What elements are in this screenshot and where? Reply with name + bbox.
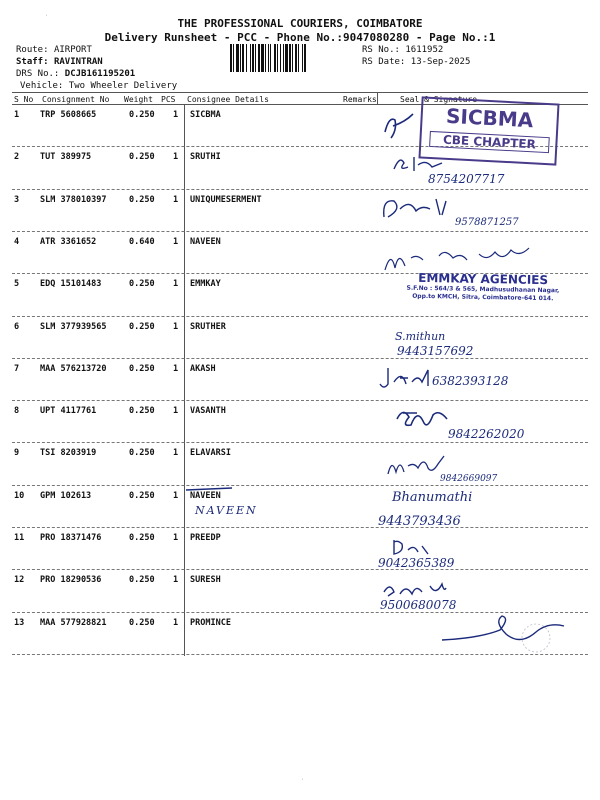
barcode-bar [280, 44, 281, 72]
row-consignment: MAA 577928821 [40, 617, 107, 628]
row-pcs: 1 [173, 152, 179, 163]
row-pcs: 1 [173, 236, 179, 247]
barcode-bar [277, 44, 278, 72]
rs-date-value: 13-Sep-2025 [410, 57, 471, 67]
row-weight: 0.250 [129, 321, 155, 332]
staff-label: Staff: [16, 57, 49, 67]
row3-signature [380, 195, 460, 221]
barcode-bar [289, 44, 291, 72]
row-pcs: 1 [173, 406, 179, 417]
row-sno: 10 [14, 490, 25, 501]
row-weight: 0.640 [129, 236, 155, 247]
barcode-bar [242, 44, 244, 72]
barcode-bar [298, 44, 299, 72]
row-pcs: 1 [173, 448, 179, 459]
row-pcs: 1 [173, 617, 179, 628]
row-consignee: SURESH [190, 575, 221, 586]
row3-phone: 9578871257 [455, 217, 519, 228]
row-sno: 5 [14, 279, 20, 290]
row-consignment: SLM 377939565 [40, 321, 107, 332]
row-pcs: 1 [173, 110, 179, 120]
row-separator [12, 189, 588, 190]
row7-phone: 6382393128 [432, 374, 509, 388]
row10-strikeout [184, 484, 234, 494]
row-separator [12, 654, 588, 655]
barcode-bar [268, 44, 269, 72]
row-consignment: PRO 18290536 [40, 575, 102, 586]
barcode [230, 44, 356, 72]
row-consignee: SRUTHI [190, 152, 221, 163]
row10-correction: NAVEEN [195, 504, 258, 517]
row-consignee: VASANTH [190, 406, 226, 417]
emmkay-seal-address-2: Opp.to KMCH, Sitra, Coimbatore-641 014. [412, 292, 554, 303]
barcode-bar [295, 44, 297, 72]
row-consignee: NAVEEN [190, 490, 221, 501]
barcode-bar [283, 44, 284, 72]
row8-signature [393, 405, 453, 433]
row-consignment: SLM 378010397 [40, 194, 107, 205]
barcode-bar [252, 44, 254, 72]
row-sno: 3 [14, 194, 20, 205]
staff-value: RAVINTRAN [53, 57, 103, 67]
row-consignment: TRP 5608665 [40, 110, 97, 120]
rs-no-value: 1611952 [405, 45, 444, 55]
barcode-bar [265, 44, 266, 72]
row-sno: 9 [14, 448, 20, 459]
row-weight: 0.250 [129, 406, 155, 417]
route-value: AIRPORT [53, 45, 92, 55]
scan-speck: ˙ [44, 14, 49, 23]
row-weight: 0.250 [129, 194, 155, 205]
row-weight: 0.250 [129, 490, 155, 501]
row-consignment: MAA 576213720 [40, 363, 107, 374]
row-separator [12, 400, 588, 401]
row-sno: 6 [14, 321, 20, 332]
row8-phone: 9842262020 [448, 427, 525, 441]
row-consignment: ATR 3361652 [40, 236, 97, 247]
barcode-bar [258, 44, 260, 72]
col-weight: Weight [124, 95, 153, 104]
drs-info [16, 69, 135, 79]
row-separator [12, 485, 588, 486]
row4-signature [383, 244, 543, 274]
barcode-bar [250, 44, 251, 72]
barcode-bar [240, 44, 241, 72]
staff-info [16, 57, 103, 67]
row9-signature [386, 452, 446, 478]
row-weight: 0.250 [129, 152, 155, 163]
row-consignee: ELAVARSI [190, 448, 231, 459]
company-title: THE PROFESSIONAL COURIERS, COIMBATORE [177, 17, 423, 30]
row-consignee: UNIQUMESERMENT [190, 194, 262, 205]
barcode-bar [255, 44, 256, 72]
emmkay-seal-name: EMMKAY AGENCIES [418, 270, 549, 288]
emmkay-seal-address-1: S.F.No : 564/3 & 565, Madhusudhanan Nagar, [406, 284, 560, 295]
row-weight: 0.250 [129, 617, 155, 628]
row-pcs: 1 [173, 490, 179, 501]
row-weight: 0.250 [129, 448, 155, 459]
remarks-divider [377, 92, 378, 104]
barcode-bar [285, 44, 288, 72]
row-separator [12, 358, 588, 359]
row-consignee: SRUTHER [190, 321, 226, 332]
row-pcs: 1 [173, 279, 179, 290]
row-sno: 8 [14, 406, 20, 417]
route-info [16, 45, 92, 55]
rs-date-info [362, 57, 470, 67]
row13-signature [440, 612, 570, 648]
row-consignment: PRO 18371476 [40, 533, 102, 543]
row-separator [12, 316, 588, 317]
row-consignment: GPM 102613 [40, 490, 92, 501]
row-sno: 4 [14, 236, 20, 247]
row-weight: 0.250 [129, 279, 155, 290]
col-pcs: PCS [161, 95, 176, 104]
barcode-bar [230, 44, 232, 72]
row2-phone: 8754207717 [428, 172, 505, 186]
row-separator [12, 231, 588, 232]
col-consignment: Consignment No [42, 95, 110, 104]
barcode-bar [274, 44, 276, 72]
rs-no-info [362, 45, 443, 55]
row-separator [12, 569, 588, 570]
row-sno: 1 [14, 110, 20, 120]
drs-label: DRS No.: [16, 69, 60, 79]
barcode-bar [261, 44, 264, 72]
row-consignment: TUT 389975 [40, 152, 92, 163]
row-consignee: PREEDP [190, 533, 221, 543]
row12-phone: 9500680078 [380, 598, 457, 612]
row-weight: 0.250 [129, 363, 155, 374]
row-consignment: UPT 4117761 [40, 406, 97, 417]
drs-value: DCJB161195201 [64, 69, 136, 79]
row-pcs: 1 [173, 194, 179, 205]
row-pcs: 1 [173, 575, 179, 586]
row10-phone: 9443793436 [378, 514, 461, 529]
row11-phone: 9042365389 [378, 556, 455, 570]
row-separator [12, 527, 588, 528]
barcode-bar [270, 44, 271, 72]
sicbma-seal-name: SICBMA [445, 103, 534, 133]
row-weight: 0.250 [129, 110, 155, 120]
row10-name: Bhanumathi [392, 490, 473, 505]
row1-signature [383, 112, 423, 142]
row-weight: 0.250 [129, 575, 155, 586]
barcode-bar [302, 44, 303, 72]
row-consignee: NAVEEN [190, 236, 221, 247]
row-consignment: TSI 8203919 [40, 448, 97, 459]
row-consignee: SICBMA [190, 110, 221, 120]
row-weight: 0.250 [129, 533, 155, 543]
barcode-bar [246, 44, 247, 72]
barcode-bar [236, 44, 239, 72]
col-consignee: Consignee Details [187, 95, 269, 104]
row-sno: 11 [14, 533, 25, 543]
sicbma-seal-chapter: CBE CHAPTER [429, 131, 550, 153]
header-top-rule [12, 92, 588, 93]
row6-phone: 9443157692 [397, 344, 474, 358]
row-pcs: 1 [173, 533, 179, 543]
row7-signature [378, 366, 434, 390]
rs-no-label: RS No.: [362, 45, 400, 55]
row-consignment: EDQ 15101483 [40, 279, 102, 290]
row6-name: S.mithun [395, 330, 446, 343]
col-remarks: Remarks [343, 95, 377, 104]
row11-signature [390, 538, 432, 558]
row-sno: 7 [14, 363, 20, 374]
row-consignee: AKASH [190, 363, 216, 374]
row-sno: 13 [14, 617, 25, 628]
consignee-divider [184, 104, 185, 656]
row-sno: 2 [14, 152, 20, 163]
row-consignee: EMMKAY [190, 279, 221, 290]
row9-phone: 9842669097 [440, 474, 498, 484]
row-consignee: PROMINCE [190, 617, 231, 628]
barcode-bar [304, 44, 306, 72]
rs-date-label: RS Date: [362, 57, 406, 67]
row-pcs: 1 [173, 363, 179, 374]
col-signature: Seal & Signature [400, 95, 478, 104]
barcode-bar [292, 44, 293, 72]
row-separator [12, 442, 588, 443]
scan-speck: ˙ [300, 778, 305, 787]
row12-signature [382, 580, 448, 600]
vehicle-label: Vehicle: [20, 81, 64, 91]
emmkay-seal [388, 270, 578, 303]
barcode-bar [233, 44, 234, 72]
vehicle-value: Two Wheeler Delivery [68, 81, 178, 91]
col-sno: S No [14, 95, 34, 104]
row-pcs: 1 [173, 321, 179, 332]
runsheet-subtitle: Delivery Runsheet - PCC - Phone No.:9047080280 - Page No.:1 [104, 31, 496, 44]
vehicle-info [20, 81, 177, 91]
route-label: Route: [16, 45, 49, 55]
row-sno: 12 [14, 575, 25, 586]
